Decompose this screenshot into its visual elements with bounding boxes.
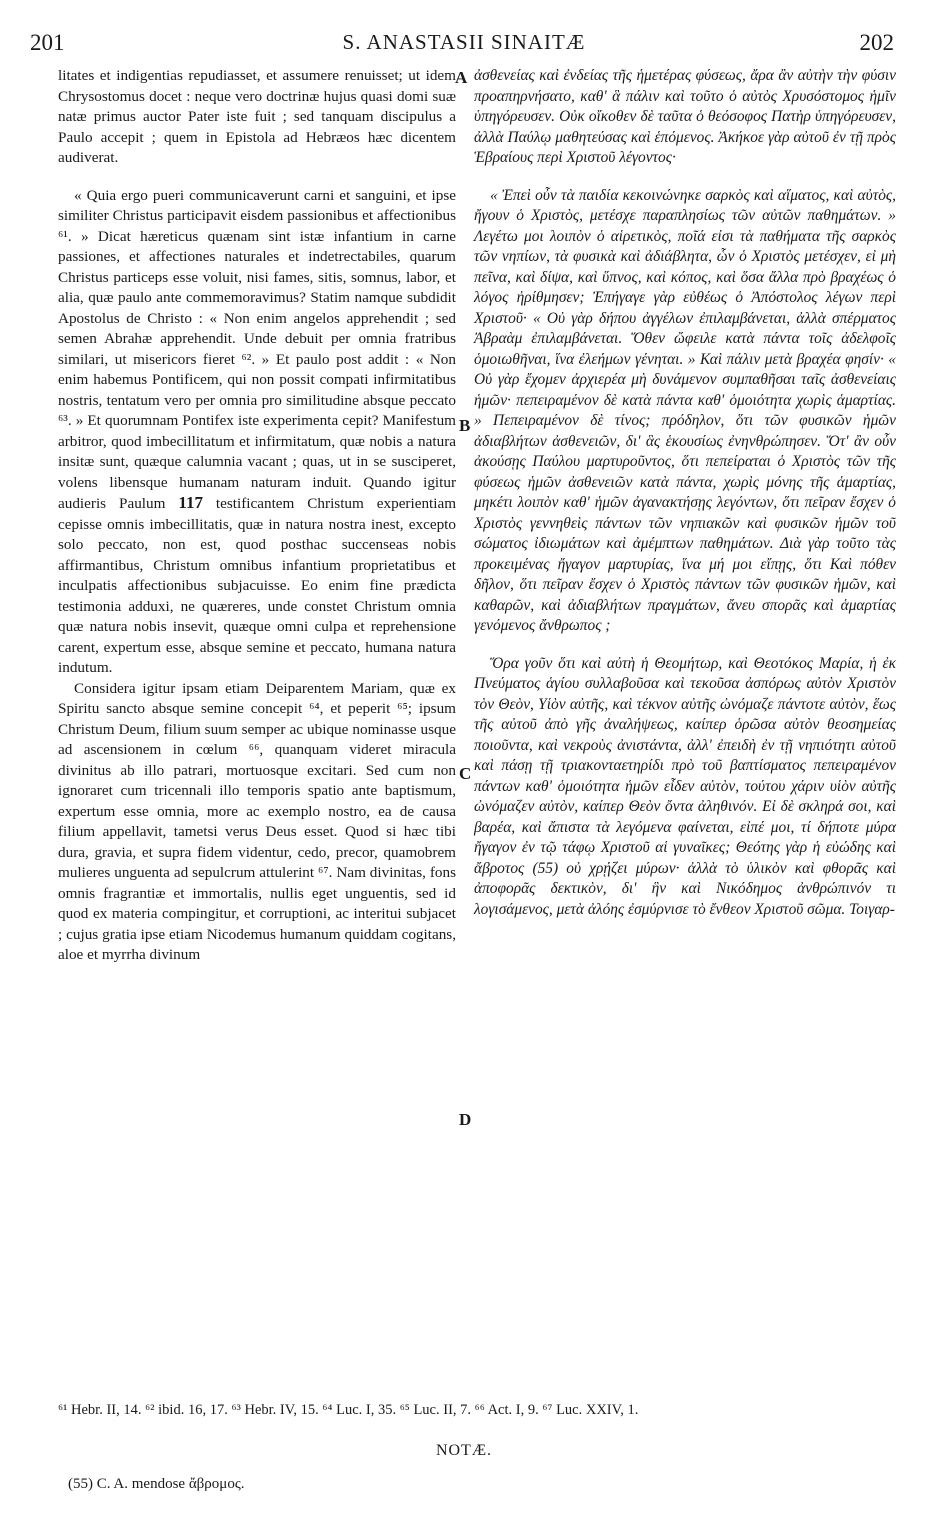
page-number-right: 202 bbox=[859, 30, 894, 55]
note-55: (55) C. A. mendose ἄβρομος. bbox=[68, 1476, 245, 1492]
margin-letter-d: D bbox=[459, 1110, 472, 1129]
greek-paragraph-3: Ὅρα γοῦν ὅτι καὶ αὐτὴ ἡ Θεομήτωρ, καὶ Θεοτόκος Μαρία, ἡ ἐκ Πνεύματος ἁγίου συλλαβοῦσα καὶ τεκοῦσα ἀσπόρως αὐτὸν Χριστὸν τὸν Θεὸν, Υἱὸν αὐτῆς, καὶ τέκνον αὐτῆς ὠνόμαζε πάντοτε αὐτὸν, ἕως τῆς αὐτοῦ ἀπὸ γῆς ἀναλήψεως, καίπερ ὁρῶσα αὐτὸν θεοσημείας ποιοῦντα, καὶ νεκροὺς ἀνιστάντα, ἀλλ' ἐπειδὴ ἐν τῇ νηπιότητι αὐτοῦ καὶ πάσῃ τῇ τριακονταετηρίδι πρὸ τοῦ βαπτίσματος πεπειραμένον πάντων καθ' ὁμοιότητα ἡμῶν εἶδεν αὐτὸν, τούτου χάριν υἱὸν αὐτῆς ὠνόμαζεν αὐτὸν, καίπερ Θεὸν ὄντα ἀληθινόν. Εἰ δὲ σκληρά σοι, καὶ βαρέα, καὶ ἄπιστα τὰ λεγόμενα φαίνεται, εἰπέ μοι, τί δήποτε μύρα ἤγαγον ἐν τῷ τάφῳ Χριστοῦ αἱ γυναῖκες; Θεότης γὰρ ἡ εὐώδης καὶ ἄβροτος (55) οὐ χρῄζει μύρων· ἀλλὰ τὸ ὑλικὸν καὶ φθορᾶς καὶ ἀποφορᾶς δεκτικὸν, δι' ἣν καὶ Νικόδημος ἀνθρώπινόν τι λογισάμενος, μετὰ ἀλόης ἐσμύρνισε τὸ ἔνθεον Χριστοῦ σῶμα. Τοιγαρ- bbox=[474, 654, 896, 918]
greek-paragraph-1: ἀσθενείας καὶ ἐνδείας τῆς ἡμετέρας φύσεως, ἄρα ἂν αὐτὴν τὴν φύσιν προαπηρνήσατο, καθ' ἃ πάλιν καὶ τοῦτο ὁ αὐτὸς Χρυσόστομος ἡμῖν ὑπηγόρευσεν. Οὐκ οἴκοθεν δὲ ταῦτα ὁ θεόσοφος Πατὴρ ὑπηγόρευσεν, ἀλλὰ Παύλῳ μαθητεύσας καὶ ἑπόμενος. Ἀκήκοε γὰρ αὐτοῦ ἐν τῇ πρὸς Ἑβραίους περὶ Χριστοῦ λέγοντος· bbox=[474, 67, 896, 166]
notae-heading: NOTÆ. bbox=[435, 1442, 493, 1459]
latin-paragraph-2-text: « Quia ergo pueri communicaverunt carni et sanguini, et ipse similiter Christus participavit eisdem passionibus et affectionibus ⁶¹. » Dicat hæreticus quænam sint istæ infantium in carne passiones, et affectiones naturales et indetrectabiles, quarum Christus particeps esse voluit, nisi fames, sitis, somnus, labor, et alia, quæ paulo ante commemoravimus? Statim namque subdidit Apostolus de Christo : « Non enim angelos apprehendit ; sed semen Abrahæ apprehendit. Unde debuit per omnia fratribus similari, ut misericors fieret ⁶². » Et paulo post addit : « Non enim habemus Pontificem, qui non possit compati infirmitatibus nostris, tentatum vero per omnia pro similitudine absque peccato ⁶³. » Et quorumnam Pontifex iste experimenta cepit? Manifestum arbitror, quod imbecillitatum et infirmitatum, quæ nobis a natura insitæ sunt, quæque calumnia vacant ; quas, ut in se susciperet, volens libensque humanam naturam induit. Quando igitur audieris Paulum bbox=[58, 186, 456, 512]
running-header bbox=[0, 28, 928, 58]
latin-paragraph-2 bbox=[58, 186, 456, 679]
margin-letter-b: B bbox=[459, 416, 471, 435]
column-marker: 117 bbox=[178, 493, 203, 512]
latin-paragraph-3: Considera igitur ipsam etiam Deiparentem Mariam, quæ ex Spiritu sancto absque semine concepit ⁶⁴, et peperit ⁶⁵; ipsum Christum Deum, filium suum semper ac ubique nominasse usque ad ascensionem in cœlum ⁶⁶, quanquam videret miracula divinitus ab illo patrari, mortuosque excitari. Sed cum non ignoraret cum tricennali illo temporis spatio ante baptismum, expertum esse omnia, more ac exemplo nostro, ea de causa filium appellavit, tametsi verus Deus esset. Quod si hæc tibi dura, gravia, et supra fidem videntur, cedo, precor, quamobrem mulieres unguenta ad sepulcrum attulerint ⁶⁷. Nam divinitas, fons omnis fragrantiæ et immortalis, nullis eget unguentis, sed id quod ex materia compingitur, et corruptioni, ac interitui subjacet ; cujus gratia ipse etiam Nicodemus humanum quiddam cogitans, aloe et myrrha divinum bbox=[58, 679, 456, 963]
greek-column bbox=[474, 66, 896, 920]
margin-letter-c: C bbox=[459, 764, 472, 783]
page-number-left: 201 bbox=[30, 30, 65, 55]
margin-letter-a: A bbox=[455, 68, 468, 87]
footnotes: ⁶¹ Hebr. II, 14. ⁶² ibid. 16, 17. ⁶³ Hebr. IV, 15. ⁶⁴ Luc. I, 35. ⁶⁵ Luc. II, 7. ⁶⁶ Act. I, 9. ⁶⁷ Luc. XXIV, 1. bbox=[58, 1402, 639, 1418]
latin-column bbox=[58, 66, 456, 966]
greek-paragraph-2: « Ἐπεὶ οὖν τὰ παιδία κεκοινώνηκε σαρκὸς καὶ αἵματος, καὶ αὐτὸς, ἤγουν ὁ Χριστὸς, μετέσχε παραπλησίως τῶν αὐτῶν παθημάτων. » Λεγέτω μοι λοιπὸν ὁ αἱρετικὸς, ποῖά εἰσι τὰ παθήματα τῆς σαρκὸς τῶν νηπίων, τὰ φυσικὰ καὶ ἀδιάβλητα, ὧν ὁ Χριστὸς μετέσχεν, εἰ μὴ πεῖνα, καὶ δίψα, καὶ ὕπνος, καὶ κόπος, καὶ ὅσα ἄλλα πρὸ βραχέως ὁ λόγος ἠρίθμησεν; Ἐπήγαγε γὰρ εὐθέως ὁ Ἀπόστολος λέγων περὶ Χριστοῦ· « Οὐ γὰρ δήπου ἀγγέλων ἐπιλαμβάνεται, ἀλλὰ σπέρματος Ἀβραὰμ ἐπιλαμβάνεται. Ὅθεν ὤφειλε κατὰ πάντα τοῖς ἀδελφοῖς ὁμοιωθῆναι, ἵνα ἐλεήμων γένηται. » Καὶ πάλιν μετὰ βραχέα φησίν· « Οὐ γὰρ ἔχομεν ἀρχιερέα μὴ δυνάμενον συμπαθῆσαι ταῖς ἀσθενείαις ἡμῶν· πεπειραμένον δὲ κατὰ πάντα καθ' ὁμοιότητα χωρὶς ἁμαρτίας. » Πεπειραμένον δὲ τίνος; πρόδηλον, ὅτι τῶν φυσικῶν ἡμῶν ἀδιαβλήτων ἀσθενειῶν, δι' ἃς ἑκουσίως ἐνηνθρώπησεν. Ὅτ' ἂν οὖν ἀκούσῃς Παύλου μαρτυροῦντος, ὅτι πεπείραται ὁ Χριστὸς τῶν τῆς φύσεως ἡμῶν ἀσθενειῶν κατὰ πάντα, χωρὶς μόνης τῆς ἁμαρτίας, μηκέτι λοιπὸν καθ' ἡμῶν ἀγανακτήσῃς λεγόντων, ὅτι πεῖραν ἔσχεν ὁ Χριστὸς γεννηθεὶς πάντων τῶν νηπιακῶν καὶ φυσικῶν ἡμῶν τοῦ σώματος ἰδιωμάτων καὶ ἀμέμπτων παθημάτων. Διὰ γὰρ τοῦτο τὰς προκειμένας ἤγαγον μαρτυρίας, ἵνα μή μοι εἴπῃς, ὅτι Καὶ πόθεν δῆλον, ὅτι πεῖραν ἔσχεν ὁ Χριστὸς πάντων τῶν φυσικῶν ἡμῶν, καὶ καθαρῶν, καὶ ἀδιαβλήτων πραγμάτων, ἄνευ σπορᾶς καὶ ἁμαρτίας γενόμενος ἄνθρωπος ; bbox=[474, 186, 896, 634]
latin-paragraph-1: litates et indigentias repudiasset, et assumere renuisset; ut idem Chrysostomus docet : neque vero doctrinæ hujus quasi domi suæ natæ primus auctor Pater iste fuit ; sed tanquam discipulus a Paulo accepit ; quem in Epistola ad Hebræos hæc dicentem audiverat. bbox=[58, 67, 456, 166]
latin-paragraph-2-cont: testificantem Christum experientiam cepisse omnis imbecillitatis, quæ in natura nostra inest, excepto solo peccato, non est, quod posthac succenseas nobis affirmantibus, Christum omnibus infantium proprietatibus et inculpatis affectionibus subjacuisse. Eo enim fine prædicta testimonia adduxi, ne quæreres, unde constet Christum omnia quæ natura nobis insevit, quæque omni culpa et reprehensione carent, expertum esse, absque semine et peccato, humana natura indutum. bbox=[58, 495, 457, 676]
running-title: S. ANASTASII SINAITÆ bbox=[342, 30, 586, 54]
